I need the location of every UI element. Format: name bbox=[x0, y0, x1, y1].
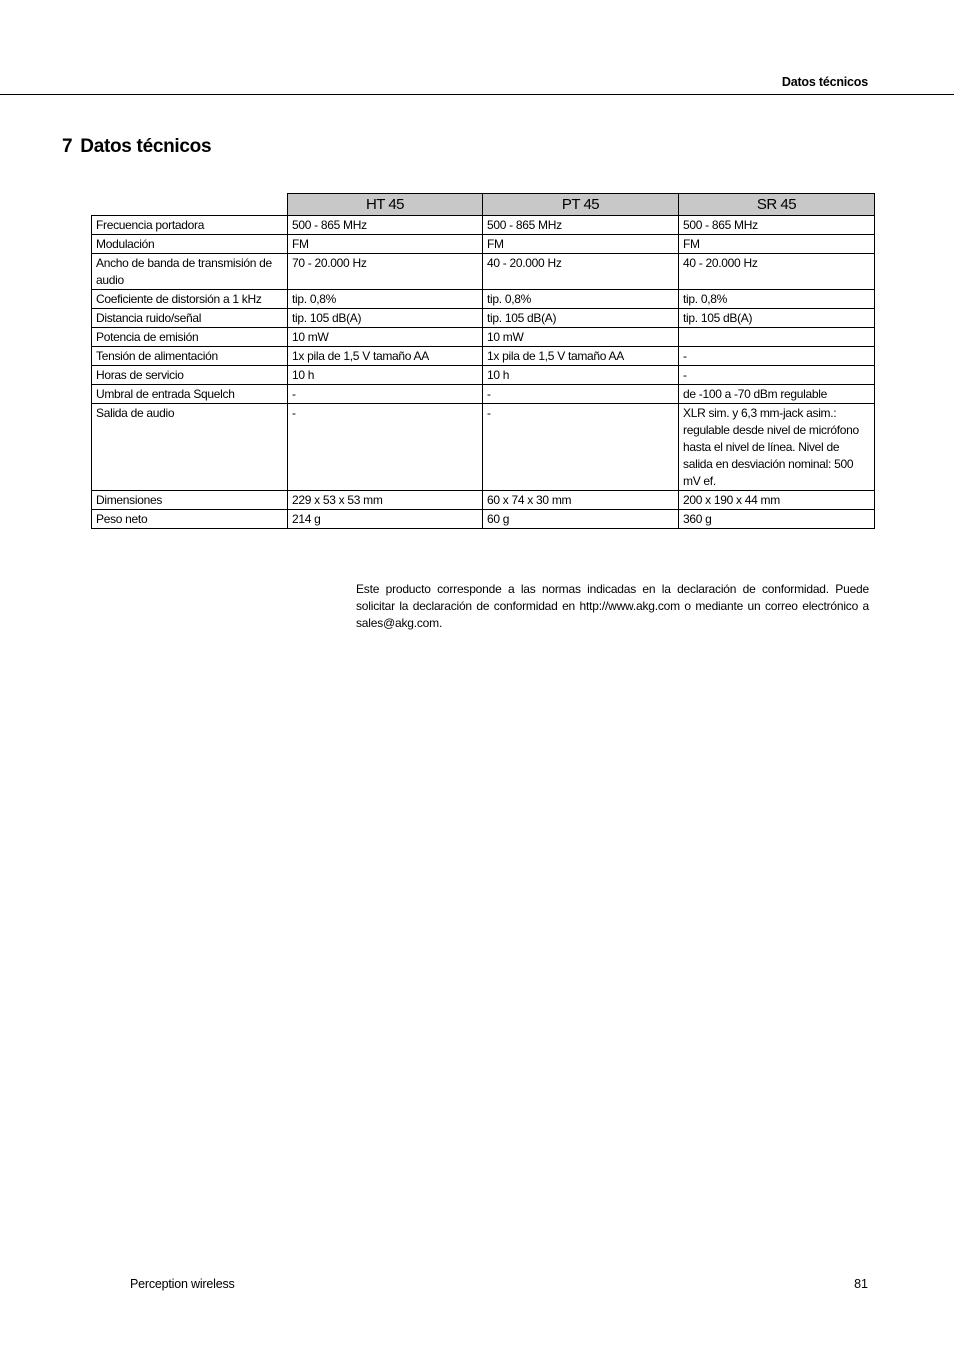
row-label: Potencia de emisión bbox=[92, 328, 288, 347]
row-label: Modulación bbox=[92, 235, 288, 254]
table-cell: - bbox=[483, 404, 679, 491]
row-label: Ancho de banda de transmisión de audio bbox=[92, 254, 288, 290]
table-cell: FM bbox=[679, 235, 875, 254]
section-number: 7 bbox=[62, 136, 73, 157]
table-cell: tip. 105 dB(A) bbox=[288, 309, 483, 328]
row-label: Peso neto bbox=[92, 510, 288, 529]
table-row bbox=[92, 366, 875, 385]
specifications-table bbox=[91, 193, 875, 529]
table-row bbox=[92, 216, 875, 235]
table-cell: FM bbox=[288, 235, 483, 254]
row-label: Coeficiente de distorsión a 1 kHz bbox=[92, 290, 288, 309]
row-label: Frecuencia portadora bbox=[92, 216, 288, 235]
table-row bbox=[92, 290, 875, 309]
table-row bbox=[92, 491, 875, 510]
table-cell: - bbox=[679, 366, 875, 385]
table-cell: tip. 105 dB(A) bbox=[483, 309, 679, 328]
table-cell: 360 g bbox=[679, 510, 875, 529]
table-row bbox=[92, 235, 875, 254]
table-cell: tip. 0,8% bbox=[483, 290, 679, 309]
table-cell: 1x pila de 1,5 V tamaño AA bbox=[483, 347, 679, 366]
table-cell: - bbox=[483, 385, 679, 404]
conformity-note: Este producto corresponde a las normas indicadas en la declaración de conformidad. Puede solicitar la declaración de conformidad en http://www.akg.com o mediante un correo electrónico a sales@akg.com. bbox=[356, 582, 869, 630]
table-cell: tip. 105 dB(A) bbox=[679, 309, 875, 328]
table-cell: - bbox=[288, 404, 483, 491]
table-row bbox=[92, 404, 875, 491]
table-cell: 60 g bbox=[483, 510, 679, 529]
table-cell: - bbox=[679, 347, 875, 366]
table-cell: 500 - 865 MHz bbox=[288, 216, 483, 235]
table-cell: 229 x 53 x 53 mm bbox=[288, 491, 483, 510]
row-label: Horas de servicio bbox=[92, 366, 288, 385]
column-header-ht45: HT 45 bbox=[288, 194, 483, 216]
row-label: Dimensiones bbox=[92, 491, 288, 510]
row-label: Distancia ruido/señal bbox=[92, 309, 288, 328]
table-cell: de -100 a -70 dBm regulable bbox=[679, 385, 875, 404]
table-row bbox=[92, 347, 875, 366]
section-heading bbox=[62, 136, 211, 158]
column-header-pt45: PT 45 bbox=[483, 194, 679, 216]
row-label: Salida de audio bbox=[92, 404, 288, 491]
table-cell: 10 mW bbox=[288, 328, 483, 347]
table-cell: 1x pila de 1,5 V tamaño AA bbox=[288, 347, 483, 366]
table-cell: 70 - 20.000 Hz bbox=[288, 254, 483, 290]
table-cell: 10 h bbox=[483, 366, 679, 385]
table-cell: - bbox=[288, 385, 483, 404]
table-cell: 40 - 20.000 Hz bbox=[679, 254, 875, 290]
table-cell: 60 x 74 x 30 mm bbox=[483, 491, 679, 510]
table-cell: tip. 0,8% bbox=[679, 290, 875, 309]
table-cell: 40 - 20.000 Hz bbox=[483, 254, 679, 290]
header-rule bbox=[0, 94, 954, 95]
table-cell: 214 g bbox=[288, 510, 483, 529]
table-cell: 500 - 865 MHz bbox=[679, 216, 875, 235]
section-title: Datos técnicos bbox=[80, 136, 212, 157]
table-cell: tip. 0,8% bbox=[288, 290, 483, 309]
table-cell: 10 mW bbox=[483, 328, 679, 347]
row-label: Tensión de alimentación bbox=[92, 347, 288, 366]
table-cell: 200 x 190 x 44 mm bbox=[679, 491, 875, 510]
table-cell: XLR sim. y 6,3 mm-jack asim.: regulable desde nivel de micrófono hasta el nivel de línea. Nivel de salida en desviación nominal: 500 mV ef. bbox=[679, 404, 875, 491]
table-row bbox=[92, 510, 875, 529]
table-cell: FM bbox=[483, 235, 679, 254]
table-cell: 500 - 865 MHz bbox=[483, 216, 679, 235]
table-row bbox=[92, 309, 875, 328]
running-header-title: Datos técnicos bbox=[781, 75, 868, 89]
table-cell bbox=[679, 328, 875, 347]
column-header-sr45: SR 45 bbox=[679, 194, 875, 216]
table-cell: 10 h bbox=[288, 366, 483, 385]
footer-product-name: Perception wireless bbox=[130, 1277, 235, 1291]
table-header-row bbox=[92, 194, 875, 216]
table-row bbox=[92, 385, 875, 404]
page-number: 81 bbox=[854, 1277, 868, 1291]
table-row bbox=[92, 328, 875, 347]
table-row bbox=[92, 254, 875, 290]
row-label: Umbral de entrada Squelch bbox=[92, 385, 288, 404]
header-blank-cell bbox=[92, 194, 288, 216]
